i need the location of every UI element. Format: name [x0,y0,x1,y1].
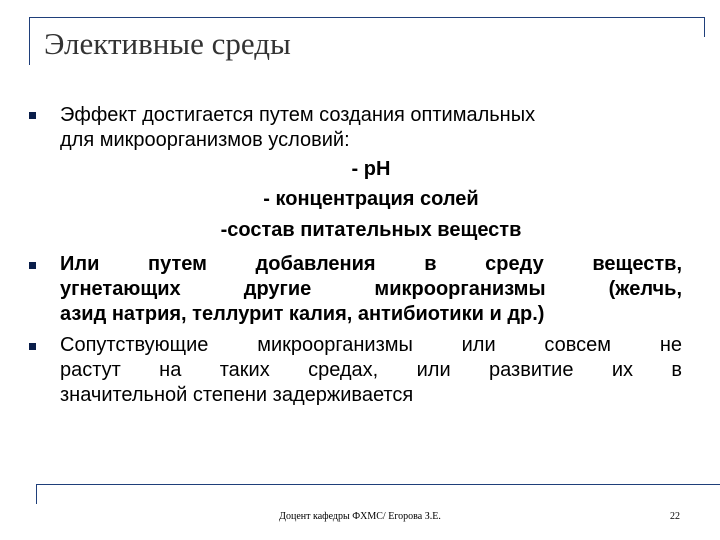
slide-title: Элективные среды [44,26,291,61]
frame-right-line [704,17,705,37]
bullet-2-line-3: азид натрия, теллурит калия, антибиотики и др.) [60,303,545,325]
bullet-3-line-1: Сопутствующие микроорганизмы или совсем не [60,334,682,356]
footer-divider-line [36,484,720,485]
bullet-2-line-1: Или путем добавления в среду веществ, [60,253,682,275]
footer-author: Доцент кафедры ФХМС/ Егорова З.Е. [279,511,441,522]
page-number: 22 [670,511,680,522]
condition-salt-concentration: - концентрация солей [263,188,479,210]
bullet-marker-2 [29,262,36,269]
bullet-1-line-2: для микроорганизмов условий: [60,129,350,151]
condition-ph: - рН [351,158,391,180]
frame-left-line [29,17,30,65]
frame-top-line [29,17,704,18]
bullet-3-line-2: растут на таких средах, или развитие их в [60,359,682,381]
bullet-2-line-2: угнетающих другие микроорганизмы (желчь, [60,278,682,300]
bullet-3-line-3: значительной степени задерживается [60,384,414,406]
bullet-marker-1 [29,112,36,119]
bullet-marker-3 [29,343,36,350]
condition-nutrient-composition: -состав питательных веществ [220,219,522,241]
footer-left-tick [36,484,37,504]
bullet-1-line-1: Эффект достигается путем создания оптимальных [60,104,536,126]
